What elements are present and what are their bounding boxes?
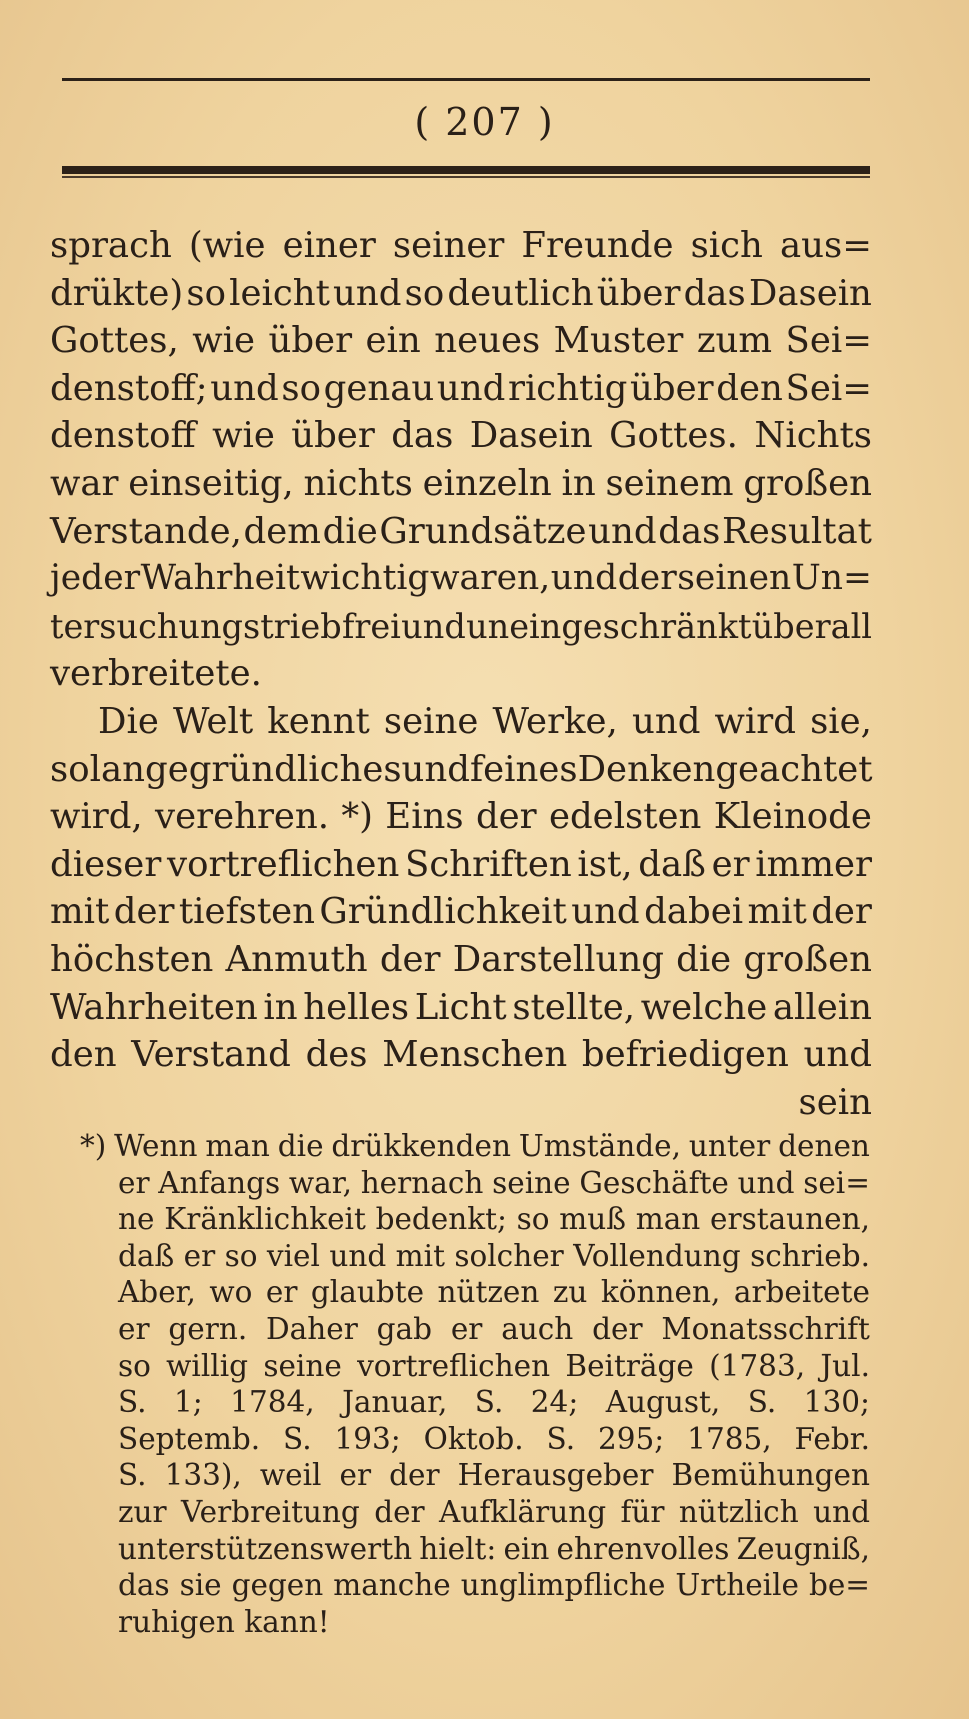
header-rule-bottom [62, 166, 870, 174]
text-line: wird, verehren. *) Eins der edelsten Kleinode [50, 796, 872, 838]
footnote-line: S. 1; 1784, Januar, S. 24; August, S. 130; [118, 1385, 870, 1420]
footnote-line: ne Kränklichkeit bedenkt; so muß man erstaunen, [118, 1202, 870, 1237]
text-line: denstoff; und so genau und richtig über den Sei= [50, 367, 872, 409]
text-line: tersuchungstrieb frei und uneingeschränkt überall [50, 606, 872, 646]
text-line: mit der tiefsten Gründlichkeit und dabei mit der [50, 891, 872, 933]
text-line: so lange gründliches und feines Denken geachtet [50, 748, 873, 790]
footnote-line: daß er so viel und mit solcher Vollendung schrieb. [118, 1238, 870, 1273]
text-line: sprach (wie einer seiner Freunde sich aus= [50, 225, 872, 266]
footnote-line: das sie gegen manche unglimpfliche Urtheile be= [118, 1568, 870, 1603]
footnote-line: so willig seine vortreflichen Beiträge (1783, Jul. [118, 1348, 870, 1383]
text-line: höchsten Anmuth der Darstellung die großen [50, 938, 872, 980]
footnote-line: S. 133), weil er der Herausgeber Bemühungen [118, 1458, 870, 1493]
footnote-line: er Anfangs war, hernach seine Geschäfte und sei= [118, 1165, 870, 1200]
footnote-line: unterstützenswerth hielt: ein ehrenvolles Zeugniß, [118, 1531, 870, 1566]
text-line: den Verstand des Menschen befriedigen und [50, 1034, 872, 1076]
footnote [80, 1128, 870, 1640]
footnote-line: zur Verbreitung der Aufklärung für nützlich und [118, 1494, 870, 1529]
text-line: war einseitig, nichts einzeln in seinem großen [50, 462, 872, 504]
footnote-line: er gern. Daher gab er auch der Monatsschrift [118, 1311, 870, 1346]
text-line: Gottes, wie über ein neues Muster zum Sei= [50, 320, 872, 362]
footnote-line: ruhigen kann! [118, 1604, 330, 1639]
page-number: ( 207 ) [414, 100, 555, 144]
main-text [50, 222, 872, 1126]
text-line: Wahrheiten in helles Licht stellte, welche allein [50, 986, 872, 1028]
text-line: Verstande, dem die Grundsätze und das Resultat [50, 510, 872, 552]
text-line: drükte) so leicht und so deutlich über das Dasein [50, 272, 872, 314]
paragraph-start-line: Die Welt kennt seine Werke, und wird sie, [98, 700, 872, 742]
text-line: denstoff wie über das Dasein Gottes. Nichts [50, 415, 872, 457]
header-rule-top [62, 78, 870, 81]
footnote-line: *) Wenn man die drükkenden Umstände, unter denen [80, 1129, 870, 1163]
text-line: jeder Wahrheit wichtig waren, und der seinen Un= [50, 558, 872, 599]
catchword: sein [798, 1081, 872, 1123]
footnote-line: Septemb. S. 193; Oktob. S. 295; 1785, Febr. [118, 1421, 870, 1456]
text-line: dieser vortreflichen Schriften ist, daß er immer [50, 843, 872, 885]
footnote-line: Aber, wo er glaubte nützen zu können, arbeitete [118, 1275, 870, 1310]
text-line: verbreitete. [50, 653, 262, 695]
